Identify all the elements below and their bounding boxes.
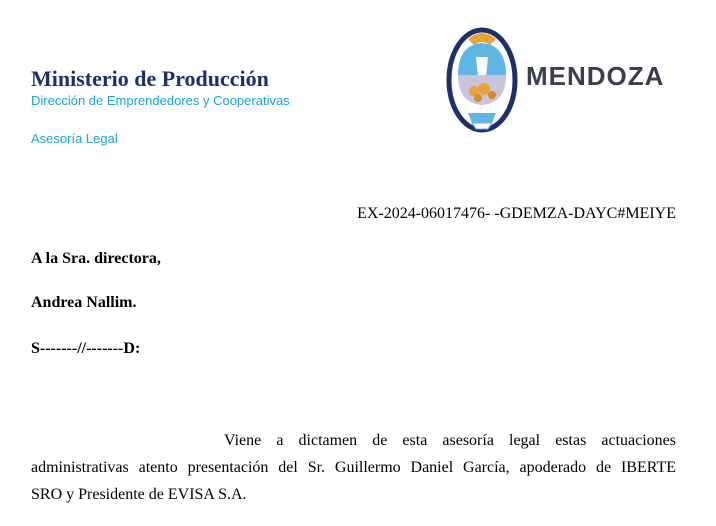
direction-subtitle: Dirección de Emprendedores y Cooperativas xyxy=(31,93,290,108)
mendoza-logo-text: MENDOZA xyxy=(526,61,665,91)
advisory-subtitle: Asesoría Legal xyxy=(31,131,118,146)
file-number: EX-2024-06017476- -GDEMZA-DAYC#MEIYE xyxy=(357,205,676,222)
addressee-line: A la Sra. directora, xyxy=(31,250,161,267)
salutation-line: S-------//-------D: xyxy=(31,340,141,357)
mendoza-seal-logo xyxy=(446,25,518,135)
body-line: administrativas atento presentación del Sr. Guillermo Daniel García, apoderado de IBERTE xyxy=(31,459,676,476)
body-line: SRO y Presidente de EVISA S.A. xyxy=(31,486,247,503)
ministry-title: Ministerio de Producción xyxy=(31,66,269,91)
body-paragraph xyxy=(31,427,676,508)
body-line: Viene a dictamen de esta asesoría legal estas actuaciones xyxy=(224,432,676,449)
addressee-name: Andrea Nallim. xyxy=(31,294,137,311)
